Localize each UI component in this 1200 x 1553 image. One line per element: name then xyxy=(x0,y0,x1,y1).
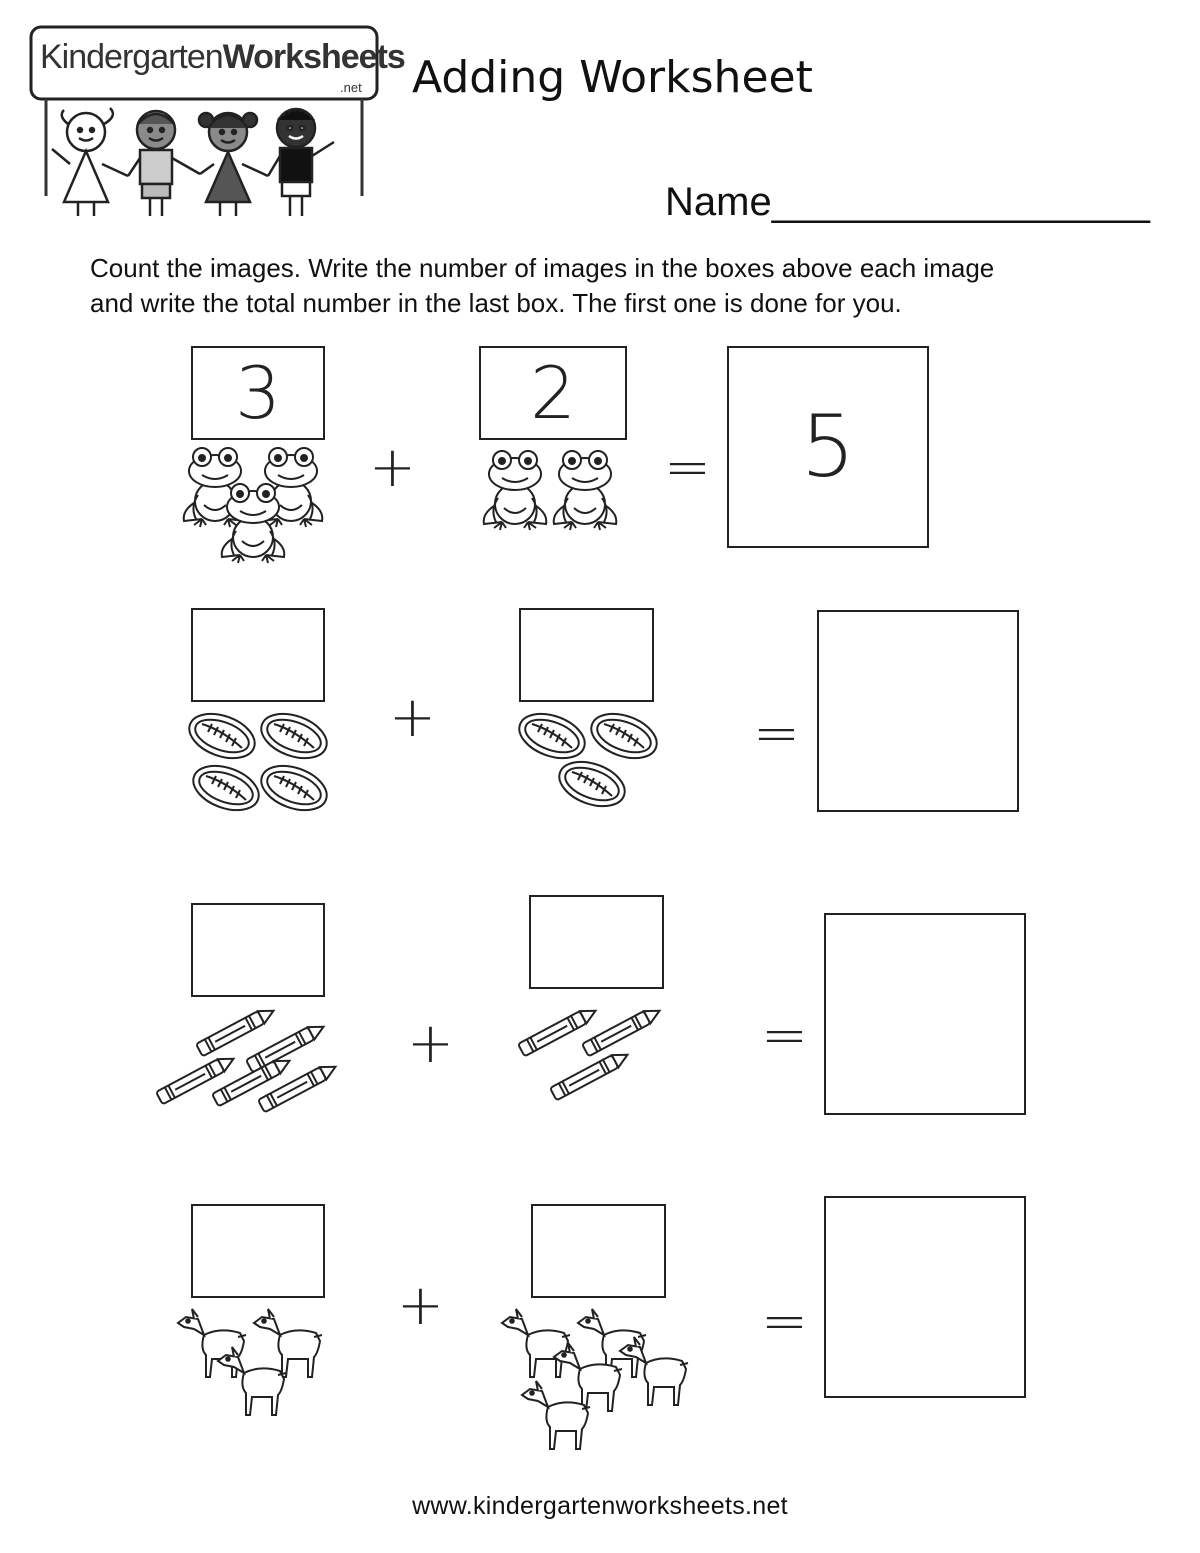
name-line: _________________ xyxy=(771,180,1150,224)
football-icon xyxy=(183,706,261,767)
answer-digit: 2 xyxy=(530,351,576,435)
football-icon xyxy=(513,706,591,767)
deer-group-right xyxy=(500,1305,700,1450)
answer-digit xyxy=(193,1206,323,1296)
answer-digit xyxy=(533,1206,664,1296)
equals-sign: = xyxy=(753,701,800,766)
equals-sign: = xyxy=(761,1289,808,1354)
plus-sign: + xyxy=(369,435,416,500)
frog-group-right xyxy=(478,448,638,538)
answer-box-right[interactable] xyxy=(519,608,654,702)
frog-group-left xyxy=(178,445,328,570)
total-box[interactable] xyxy=(817,610,1019,812)
deer-icon xyxy=(502,1309,570,1377)
football-icon xyxy=(187,758,265,819)
answer-digit xyxy=(193,905,323,995)
deer-icon xyxy=(254,1309,322,1377)
frog-icon xyxy=(222,484,285,563)
instructions-line-1: Count the images. Write the number of images in the boxes above each image xyxy=(90,253,995,283)
total-box[interactable] xyxy=(824,1196,1026,1398)
instructions xyxy=(90,251,1170,321)
total-box[interactable] xyxy=(824,913,1026,1115)
equals-sign: = xyxy=(761,1003,808,1068)
deer-group-left xyxy=(176,1305,336,1415)
instructions-line-2: and write the total number in the last box. The first one is done for you. xyxy=(90,288,902,318)
total-digit xyxy=(819,612,1017,810)
plus-sign: + xyxy=(407,1011,454,1076)
football-icon xyxy=(255,758,333,819)
football-icon xyxy=(585,706,663,767)
logo-text-a: Kindergarten xyxy=(40,38,223,76)
answer-box-left[interactable] xyxy=(191,1204,325,1298)
deer-icon xyxy=(218,1347,286,1415)
answer-digit xyxy=(193,610,323,700)
answer-digit xyxy=(521,610,652,700)
football-icon xyxy=(553,754,631,815)
football-group-right xyxy=(516,710,666,820)
crayon-group-left xyxy=(150,1000,350,1110)
answer-box-right[interactable] xyxy=(531,1204,666,1298)
frog-icon xyxy=(484,451,547,530)
frog-icon xyxy=(554,451,617,530)
deer-icon xyxy=(620,1337,688,1405)
football-group-left xyxy=(186,710,336,820)
plus-sign: + xyxy=(397,1273,444,1338)
name-label: Name xyxy=(665,180,772,224)
answer-digit: 3 xyxy=(235,351,281,435)
total-digit xyxy=(826,915,1024,1113)
football-icon xyxy=(255,706,333,767)
total-box[interactable] xyxy=(727,346,929,548)
plus-sign: + xyxy=(389,685,436,750)
answer-box-left[interactable] xyxy=(191,346,325,440)
answer-box-left[interactable] xyxy=(191,608,325,702)
logo-suffix: .net xyxy=(340,80,362,95)
logo-text xyxy=(40,38,405,77)
footer-url[interactable]: www.kindergartenworksheets.net xyxy=(412,1492,788,1520)
equals-sign: = xyxy=(664,435,711,500)
crayon-group-right xyxy=(510,1000,680,1100)
deer-icon xyxy=(522,1381,590,1449)
worksheet-title: Adding Worksheet xyxy=(412,52,813,103)
crayon-icon xyxy=(196,1005,277,1057)
total-digit xyxy=(826,1198,1024,1396)
total-digit: 5 xyxy=(800,397,856,497)
answer-box-right[interactable] xyxy=(479,346,627,440)
name-field xyxy=(665,180,1150,225)
logo-text-b: Worksheets xyxy=(222,38,405,76)
answer-box-right[interactable] xyxy=(529,895,664,989)
answer-digit xyxy=(531,897,662,987)
site-logo xyxy=(28,24,405,214)
answer-box-left[interactable] xyxy=(191,903,325,997)
